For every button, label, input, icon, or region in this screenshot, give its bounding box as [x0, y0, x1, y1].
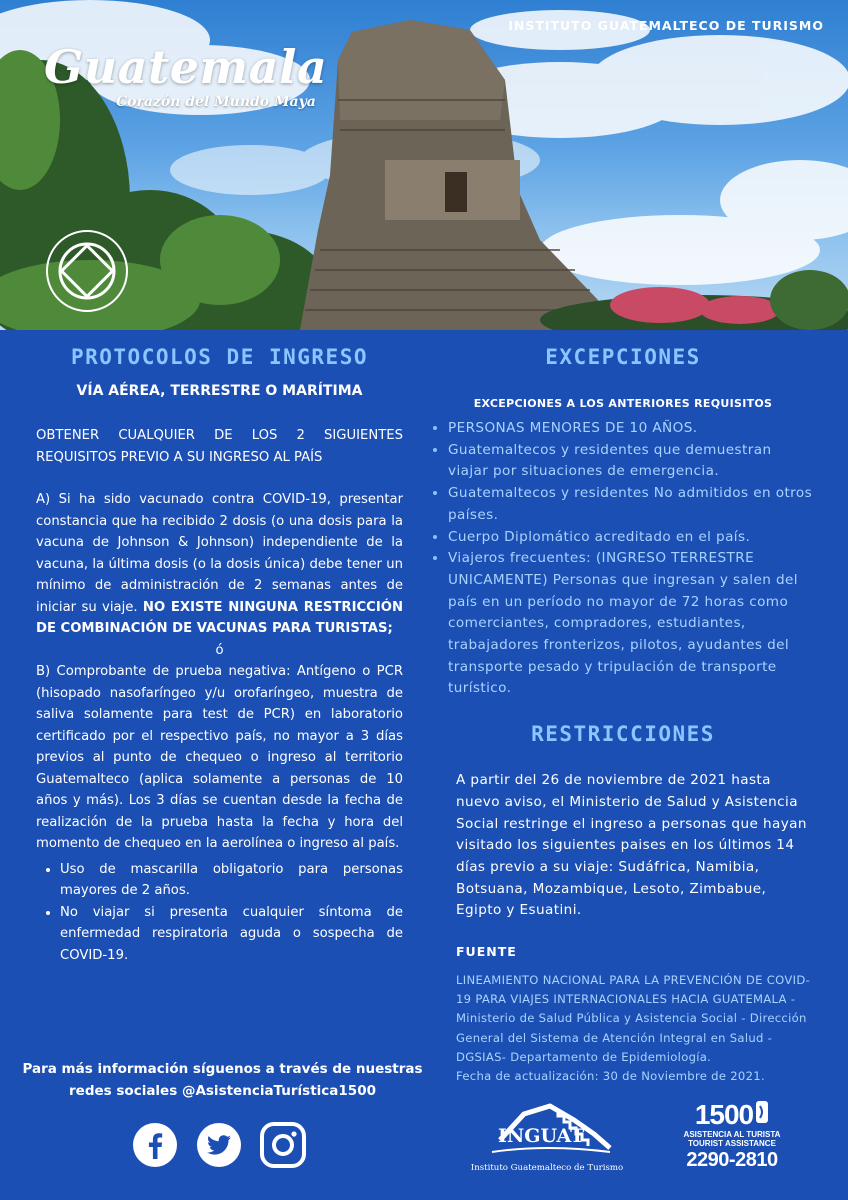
- brand-tagline: Corazón del Mundo Maya: [116, 94, 316, 110]
- restrictions-text: A partir del 26 de noviembre de 2021 hasta nuevo aviso, el Ministerio de Salud y Asistencia Social restringe el ingreso a personas que hayan visitado los siguientes paises en los últimos 14 días previo a su viaje: Sudáfrica, Namibia, Botsuana, Mozambique, Lesoto, Zimbabue, Egipto y Esuatini.: [456, 772, 807, 919]
- list-item: • Viajeros frecuentes: (INGRESO TERRESTRE UNICAMENTE) Personas que ingresan y salen del país en un período no mayor de 72 horas como comerciantes, compradores, estudiantes, trabajadores fronterizos, pilotos, ayudantes del transporte pesado y tripulación de transporte turístico.: [448, 548, 816, 700]
- list-item: • No viajar si presenta cualquier síntoma de enfermedad respiratoria aguda o sospecha de COVID-19.: [60, 902, 403, 967]
- world-heritage-emblem: [44, 228, 130, 314]
- protocols-subtitle: VÍA AÉREA, TERRESTRE O MARÍTIMA: [76, 383, 363, 399]
- list-item: • Guatemaltecos y residentes No admitidos en otros países.: [448, 483, 816, 526]
- option-a-bold: NO EXISTE NINGUNA RESTRICCIÓN DE COMBINACIÓN DE VACUNAS PARA TURISTAS;: [36, 599, 403, 636]
- phone-wave-icon: [755, 1100, 769, 1124]
- social-follow-text: [20, 1058, 425, 1102]
- follow-line-2: redes sociales @AsistenciaTurística1500: [69, 1083, 376, 1099]
- option-a: [36, 489, 403, 640]
- tourist-assistance-logo: [676, 1100, 788, 1180]
- source-citation: LINEAMIENTO NACIONAL PARA LA PREVENCIÓN DE COVID-19 PARA VIAJES INTERNACIONALES HACIA GUATEMALA - Ministerio de Salud Pública y Asistencia Social - Dirección General del Sistema de Atención Integral en Salud -DGSIAS- Departamento de Epidemiología.: [456, 973, 811, 1064]
- list-item: • Cuerpo Diplomático acreditado en el país.: [448, 527, 816, 549]
- assist-number: 1500: [694, 1099, 754, 1130]
- option-a-text: A) Si ha sido vacunado contra COVID-19, presentar constancia que ha recibido 2 dosis (o una dosis para la vacuna de Johnson & Johnson) independiente de la vacuna, la última dosis (o la dosis única) debe tener un mínimo de administración de 2 semanas antes de iniciar su viaje.: [36, 492, 403, 615]
- assist-phone[interactable]: 2290-2810: [686, 1149, 778, 1171]
- protocol-bullets: [36, 859, 403, 967]
- or-separator: ó: [215, 642, 224, 658]
- twitter-icon[interactable]: [196, 1122, 242, 1168]
- protocols-title: PROTOCOLOS DE INGRESO: [70, 345, 368, 369]
- org-name: INSTITUTO GUATEMALTECO DE TURISMO: [508, 18, 824, 33]
- brand-logo: Guatemala: [44, 40, 328, 94]
- inguat-pyramid-icon: [462, 1100, 632, 1162]
- source-text: [456, 971, 816, 1086]
- follow-line-1: Para más información síguenos a través de nuestras: [22, 1061, 423, 1077]
- facebook-icon[interactable]: [132, 1122, 178, 1168]
- list-item: • PERSONAS MENORES DE 10 AÑOS.: [448, 418, 816, 440]
- list-item: • Guatemaltecos y residentes que demuestran viajar por situaciones de emergencia.: [448, 440, 816, 483]
- requirements-intro: OBTENER CUALQUIER DE LOS 2 SIGUIENTES REQUISITOS PREVIO A SU INGRESO AL PAÍS: [36, 428, 403, 465]
- instagram-icon[interactable]: [260, 1122, 306, 1168]
- source-label: FUENTE: [456, 944, 517, 960]
- assist-line-2: TOURIST ASSISTANCE: [688, 1139, 776, 1148]
- inguat-wordmark: INGUAT: [498, 1125, 585, 1147]
- entry-protocols-section: [36, 345, 403, 966]
- exceptions-subtitle: EXCEPCIONES A LOS ANTERIORES REQUISITOS: [473, 397, 773, 410]
- hero-banner: [0, 0, 848, 330]
- update-date: Fecha de actualización: 30 de Noviembre de 2021.: [456, 1069, 765, 1084]
- list-item: • Uso de mascarilla obligatorio para personas mayores de 2 años.: [60, 859, 403, 902]
- inguat-logo: [462, 1100, 632, 1180]
- inguat-caption: Instituto Guatemalteco de Turismo: [470, 1163, 624, 1173]
- option-b: B) Comprobante de prueba negativa: Antígeno o PCR (hisopado nasofaríngeo y/u orofaríngeo, muestra de saliva solamente para test de PCR) en laboratorio certificado por el respectivo país, no mayor a 3 días previos al punto de chequeo o ingreso al territorio Guatemalteco (aplica solamente a personas de 10 años y más). Los 3 días se cuentan desde la fecha de realización de la prueba hasta la fecha y hora del momento de chequeo en la aerolínea o ingreso al país.: [36, 664, 403, 851]
- exceptions-title: EXCEPCIONES: [545, 345, 701, 369]
- exceptions-section: [430, 345, 816, 1086]
- assist-line-1: ASISTENCIA AL TURISTA: [683, 1130, 781, 1139]
- restrictions-title: RESTRICCIONES: [531, 722, 715, 747]
- exceptions-list: [430, 418, 816, 700]
